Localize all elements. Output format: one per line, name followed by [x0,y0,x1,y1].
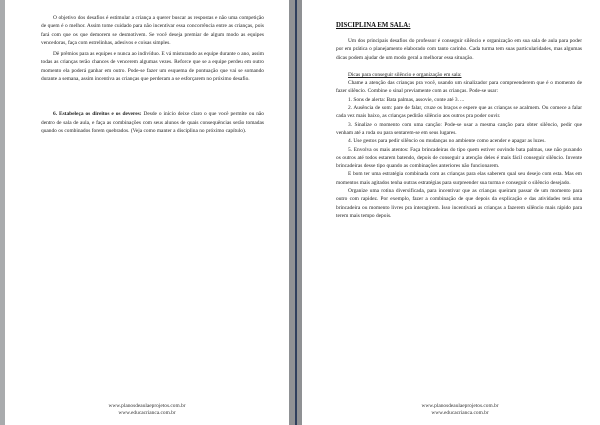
page-divider [295,0,297,425]
left-footer [5,403,289,417]
strategy-paragraph: E bom ter uma estratégia combinada com as crianças para elas saberem qual seu desejo com esta. Mas em momentos mais agitados tenha outras estratégias para surpreender sua turma e conseguir o silêncio desejado. [336,171,582,186]
left-footer-site-2[interactable]: www.educacrianca.com.br [118,410,176,416]
left-footer-site-1[interactable]: www.planosdeaulaeprojetos.com.br [108,403,186,409]
left-paragraph-challenges: O objetivo dos desafios é estimular a criança a querer buscar as respostas e não uma competição de quem é o melhor. Assim tome cuidado para não incentivar essa concorrência entre as crianças, pois fará com que os que demorem se desmotivem. Se você deseja premiar de algum modo as equipes vencedoras, faça com estrelinhas, adesivos e coisas simples. [41,15,264,46]
section-heading: DISCIPLINA EM SALA: [336,22,411,29]
tip-item-4: 4. Use gestos para pedir silêncio ou mudanças no ambiente como acender e apagar as luzes. [348,138,546,145]
left-paragraph-prizes: Dê prêmios para as equipes e nunca ao indivíduo. E vá misturando as equipe durante o ano, assim todas as crianças terão chances de vencerem algumas vezes. Reforce que se a equipe perdeu em outro momento ela poderá ganhar em outro. Pode-se fazer um esquema de pontuação que vai se somando durante a semana, assim incentiva as crianças que perderam a se esforçarem no próximo desafio. [41,51,264,83]
left-item-6 [41,110,264,135]
routine-paragraph: Organize uma rotina diversificada, para incentivar que as crianças queiram passar de um momento para outro com rapidez. Por exemplo, fazer a combinação de que depois da explicação e das atividades terá uma brincadeira ou momento livres pra interagirem. Isso incentivará as crianças a fazerem silêncio mais rápido para terem mais tempo depois. [336,188,582,219]
item-6-title: 6. Estabeleça os direitos e os deveres: [53,111,142,118]
document-page-right [302,0,600,425]
tip-item-5: 5. Envolva os mais atentos: Faça brincadeiras do tipo quem estiver ouvindo bata palmas, use não puxando os outros até todos estarem batendo, depois de conseguir a atenção deles é mais fácil conseguir silêncio. Invente brincadeiras desse tipo quando as combinações anteriores não funcionarem. [336,146,582,170]
right-footer-site-1[interactable]: www.planosdeaulaeprojetos.com.br [421,403,499,409]
tips-intro: Chame a atenção das crianças pra você, usando um sinalizador para compreenderem que é o momento de fazer silêncio. Combine o sinal previamente com as crianças. Pode-se usar: [336,80,582,95]
right-footer [320,403,600,417]
document-page-left [5,0,289,425]
tip-item-3: 3. Sinalize o momento com uma canção: Pode-se usar a mesma canção para obter silêncio, pedir que venham até a roda ou para sentarem-se em seus lugares. [336,121,582,136]
tip-item-2: 2. Ausência de som: pare de falar, cruze os braços e espere que as crianças se acalmem. Ou comece a falar cada vez mais baixo, as crianças pedirão silêncio aos outros pra poder ouvir. [336,105,582,120]
tip-item-1: 1. Sons de alerta: Bata palmas, assovie, conte até 3…. [348,96,465,103]
right-footer-site-2[interactable]: www.educacrianca.com.br [431,410,489,416]
tips-heading: Dicas para conseguir silêncio e organização em sala: [348,71,462,78]
right-intro: Um dos principais desafios do professor é conseguir silêncio e organização em sua sala de aula para poder por em prática o planejamento elaborado com tanto carinho. Cada turma tem suas particularidades, mas algumas dicas podem ajudar de um modo geral a melhorar essa situação. [336,38,582,61]
item-6-text: Desde o início deixe claro o que você permite ou não dentro de sala de aula, e faça as combinações com seus alunos de quais consequências serão tomadas quando os combinados forem quebrados. (Veja como manter a disciplina no próximo capítulo). [41,111,264,134]
